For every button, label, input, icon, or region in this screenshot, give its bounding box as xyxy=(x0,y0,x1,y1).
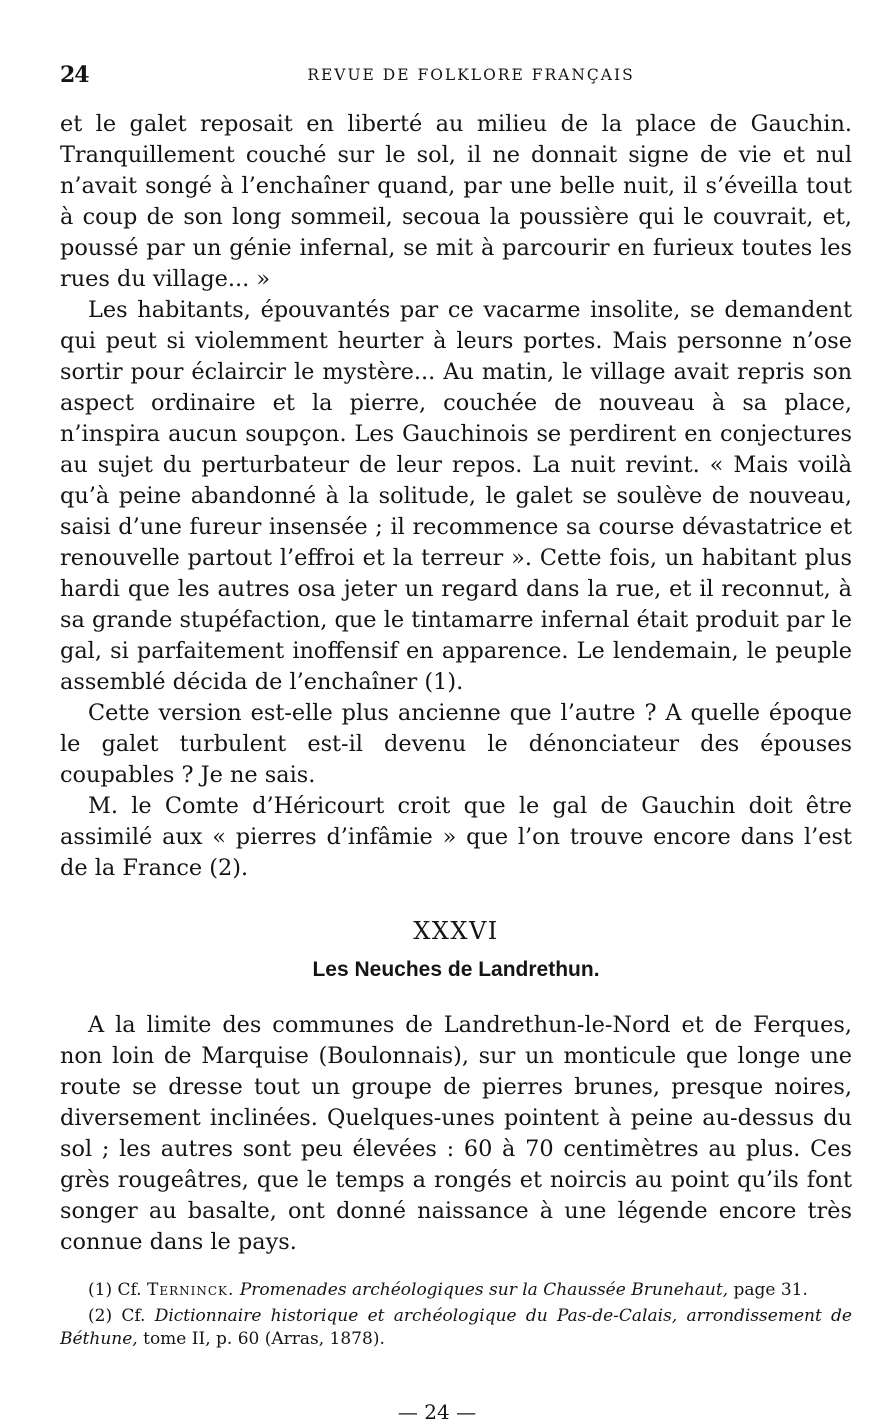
paragraph: Les habitants, épouvantés par ce vacarme insolite, se demandent qui peut si violemment heurter à leurs portes. Mais personne n’ose sortir pour éclaircir le mystère... Au matin, le village avait repris son aspect ordinaire et la pierre, couchée de nouveau à sa place, n’inspira aucun soupçon. Les Gauchinois se perdirent en conjectures au sujet du perturbateur de leur repos. La nuit revint. « Mais voilà qu’à peine abandonné à la solitude, le galet se soulève de nouveau, saisi d’une fureur insensée ; il recommence sa course dévastatrice et renouvelle partout l’effroi et la terreur ». Cette fois, un habitant plus hardi que les autres osa jeter un regard dans la rue, et il reconnut, à sa grande stupéfaction, que le tintamarre infernal était produit par le gal, si parfaitement inoffensif en apparence. Le lendemain, le peuple assemblé décida de l’enchaîner (1). xyxy=(60,297,852,695)
footnote-rest: tome II, p. 60 (Arras, 1878). xyxy=(143,1329,385,1349)
paragraph: et le galet reposait en liberté au milieu de la place de Gauchin. Tranquillement couché sur le sol, il ne donnait signe de vie et nul n’avait songé à l’enchaîner quand, par une belle nuit, il s’éveilla tout à coup de son long sommeil, secoua la poussière qui le couvrait, et, poussé par un génie infernal, se mit à parcourir en furieux toutes les rues du village... » xyxy=(60,111,852,292)
footnote-1 xyxy=(60,1279,852,1302)
footnotes xyxy=(60,1279,852,1354)
body-text-bottom xyxy=(60,1010,852,1258)
paragraph: Cette version est-elle plus ancienne que l’autre ? A quelle époque le galet turbulent est-il devenu le dénonciateur des épouses coupables ? Je ne sais. xyxy=(60,700,852,788)
paragraph: M. le Comte d’Héricourt croit que le gal de Gauchin doit être assimilé aux « pierres d’infâmie » que l’on trouve encore dans l’est de la France (2). xyxy=(60,793,852,881)
section-title: Les Neuches de Landrethun. xyxy=(312,958,600,981)
footnote-2 xyxy=(60,1305,852,1351)
footnote-mark: (2) Cf. xyxy=(88,1306,146,1326)
footnote-title: Dictionnaire historique et archéologique du Pas-de-Calais, arrondissement de Béthune, xyxy=(60,1306,852,1349)
body-text-top xyxy=(60,109,852,884)
footer-page-number: — 24 — xyxy=(397,1400,477,1424)
footnote-title: Promenades archéologiques sur la Chaussée Brunehaut, xyxy=(239,1280,729,1300)
footnote-rest: page 31. xyxy=(733,1280,808,1300)
page-header xyxy=(60,62,852,92)
footnote-author: Terninck. xyxy=(147,1280,235,1300)
footnote-mark: (1) Cf. xyxy=(88,1280,142,1300)
running-title: REVUE DE FOLKLORE FRANÇAIS xyxy=(307,66,635,84)
header-page-number: 24 xyxy=(60,62,89,88)
paragraph: A la limite des communes de Landrethun-le-Nord et de Ferques, non loin de Marquise (Boulonnais), sur un monticule que longe une route se dresse tout un groupe de pierres brunes, presque noires, diversement inclinées. Quelques-unes pointent à peine au-dessus du sol ; les autres sont peu élevées : 60 à 70 centimètres au plus. Ces grès rougeâtres, que le temps a rongés et noircis au point qu’ils font songer au basalte, ont donné naissance à une légende encore très connue dans le pays. xyxy=(60,1012,852,1255)
section-number: XXXVI xyxy=(413,917,499,945)
